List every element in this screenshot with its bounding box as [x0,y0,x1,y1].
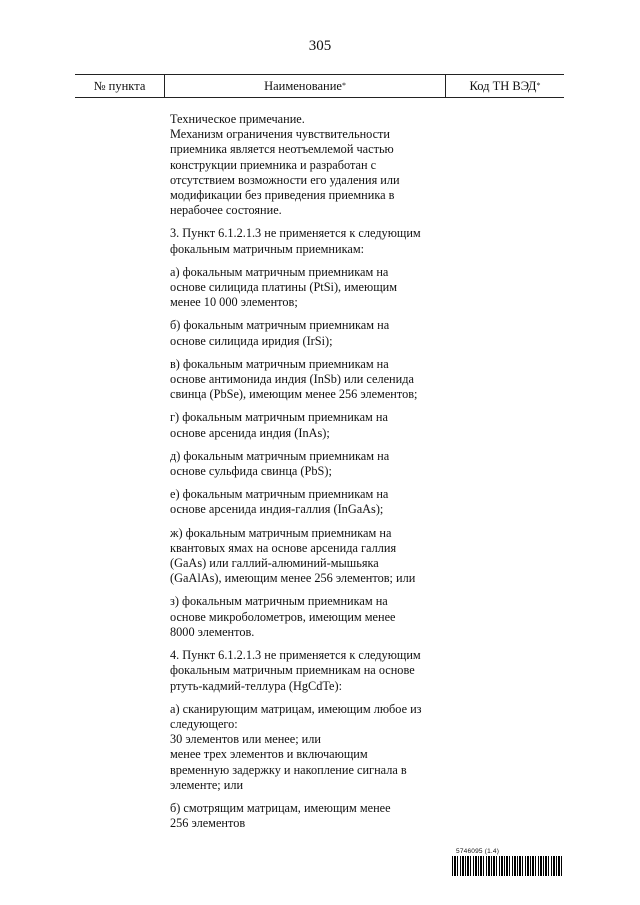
text-line: з) фокальным матричным приемникам на [170,594,388,609]
paragraph [170,449,448,479]
text-line: а) фокальным матричным приемникам на [170,264,389,279]
header-code-label: Код ТН ВЭД [469,78,537,93]
text-line: свинца (PbSe), имеющим менее 256 элементов; [170,387,418,402]
text-line: основе силицида платины (PtSi), имеющим [170,280,398,295]
text-line: отсутствием возможности его удаления или [170,172,400,187]
text-line: а) сканирующим матрицам, имеющим любое из [170,701,422,716]
document-body [170,112,448,839]
text-line: 4. Пункт 6.1.2.1.3 не применяется к следующим [170,648,421,663]
header-item-number [75,75,165,97]
text-line: основе антимонида индия (InSb) или селенида [170,372,414,387]
text-line: ртуть-кадмий-теллура (HgCdTe): [170,678,342,693]
paragraph [170,702,448,793]
text-line: 256 элементов [170,816,246,831]
text-line: д) фокальным матричным приемникам на [170,448,390,463]
text-line: менее 10 000 элементов; [170,295,298,310]
text-line: фокальным матричным приемникам: [170,241,365,256]
document-id: 5746095 (1.4) [456,848,500,855]
paragraph [170,112,448,218]
text-line: приемника является неотъемлемой частью [170,142,394,157]
text-line: модификации без приведения приемника в [170,188,395,203]
text-line: г) фокальным матричным приемникам на [170,410,388,425]
text-line: Механизм ограничения чувствительности [170,127,391,142]
header-name: Наименование * [165,75,446,97]
paragraph [170,526,448,587]
text-line: ж) фокальным матричным приемникам на [170,525,392,540]
table-header [75,74,564,98]
paragraph [170,265,448,311]
text-line: основе силицида иридия (IrSi); [170,333,333,348]
text-line: б) фокальным матричным приемникам на [170,318,390,333]
text-line: основе арсенида индия (InAs); [170,425,330,440]
text-line: временную задержку и накопление сигнала в [170,762,407,777]
text-line: б) смотрящим матрицам, имеющим менее [170,800,391,815]
text-line: (GaAlAs), имеющим менее 256 элементов; или [170,571,416,586]
text-line: основе микроболометров, имеющим менее [170,609,396,624]
text-line: 3. Пункт 6.1.2.1.3 не применяется к следующим [170,226,421,241]
text-line: основе арсенида индия-галлия (InGaAs); [170,502,384,517]
paragraph [170,318,448,348]
text-line: Техническое примечание. [170,112,305,126]
header-code: Код ТН ВЭД * [469,78,541,93]
page-number: 305 [308,38,332,54]
paragraph [170,357,448,403]
paragraph [170,410,448,440]
paragraph [170,801,448,831]
barcode-icon [452,856,564,876]
text-line: 30 элементов или менее; или [170,732,321,747]
header-name-label: Наименование [264,78,342,93]
text-line: в) фокальным матричным приемникам на [170,356,389,371]
paragraph [170,594,448,640]
text-line: 8000 элементов. [170,624,255,639]
text-line: е) фокальным матричным приемникам на [170,487,389,502]
text-line: элементе; или [170,777,244,792]
text-line: конструкции приемника и разработан с [170,157,377,172]
text-line: нерабочее состояние. [170,203,282,218]
text-line: основе сульфида свинца (PbS); [170,464,332,479]
text-line: менее трех элементов и включающим [170,747,368,762]
text-line: (GaAs) или галлий-алюминий-мышьяка [170,556,379,571]
paragraph [170,226,448,256]
text-line: фокальным матричным приемникам на основе [170,663,415,678]
header-item-number-label: № пункта [93,78,146,93]
paragraph [170,648,448,694]
text-line: квантовых ямах на основе арсенида галлия [170,540,397,555]
paragraph [170,487,448,517]
text-line: следующего: [170,716,238,731]
